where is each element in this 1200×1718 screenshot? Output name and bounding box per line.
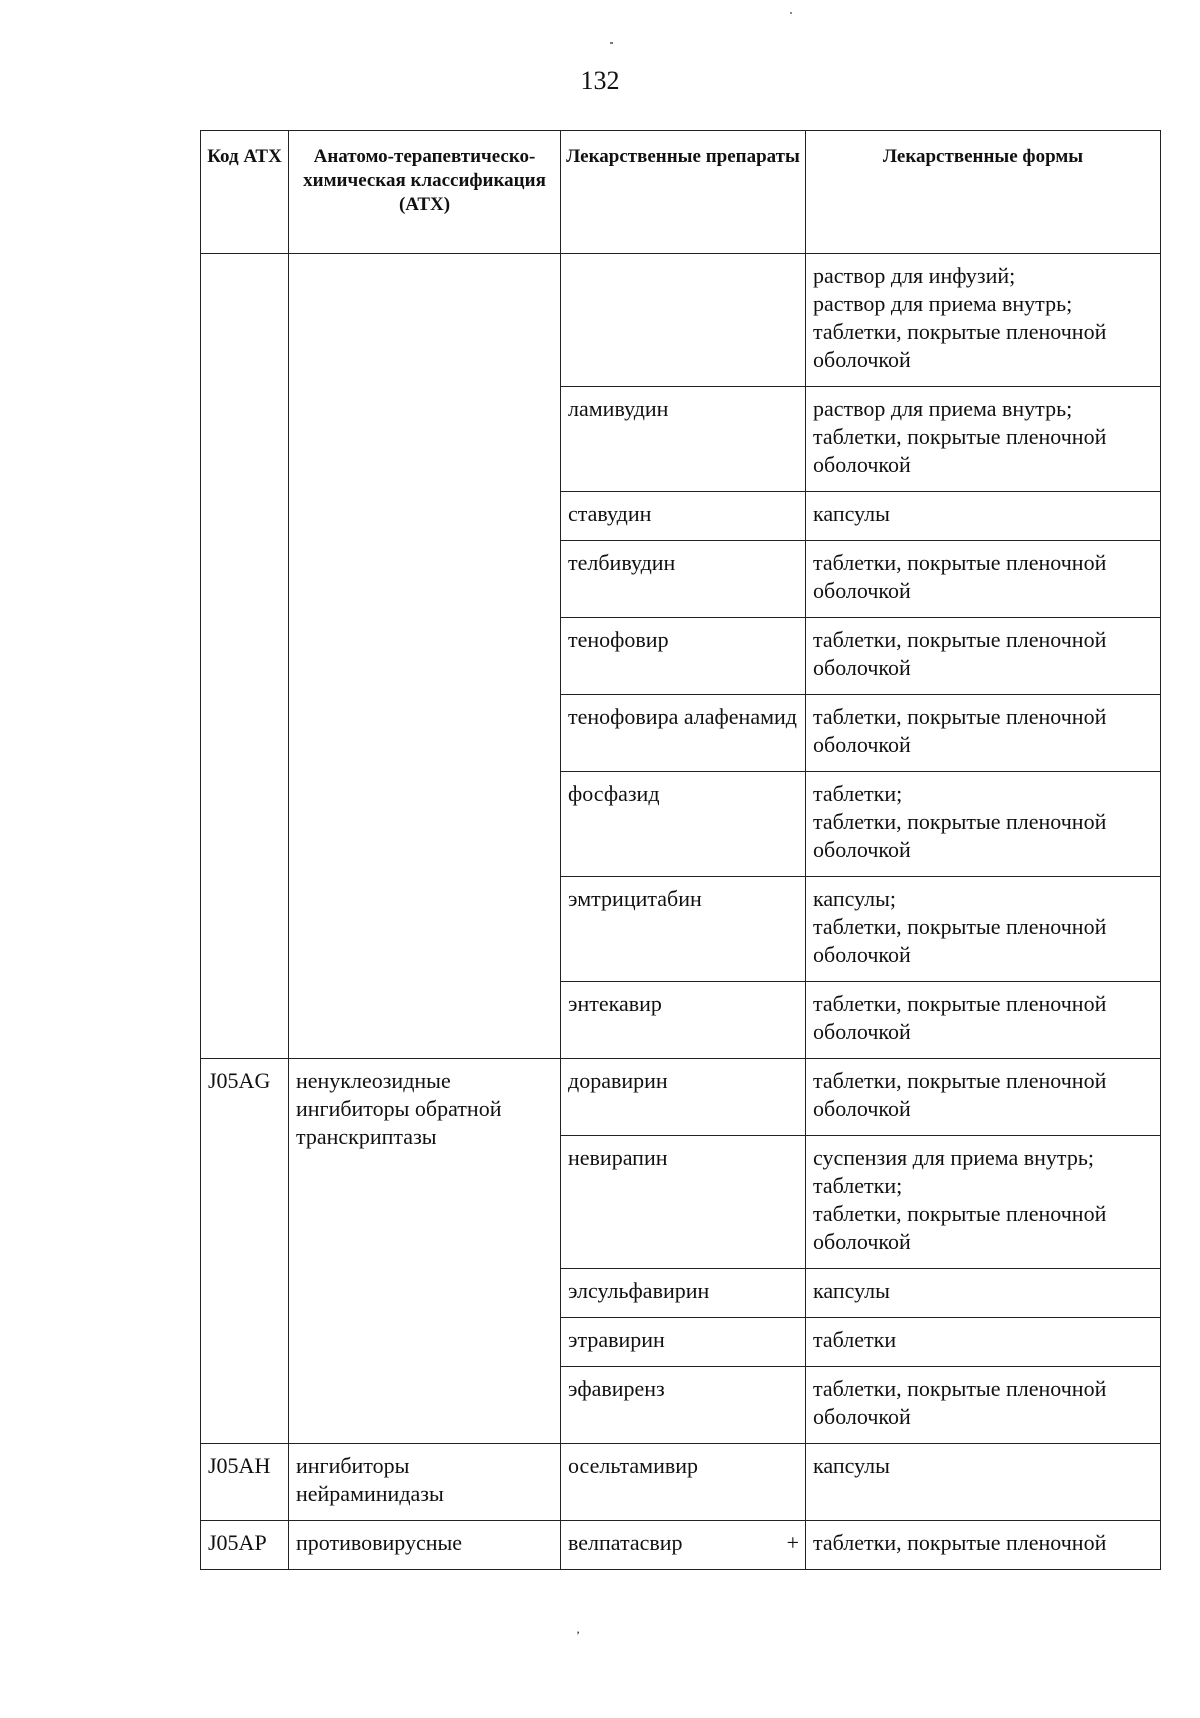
drug-name: доравирин xyxy=(568,1068,668,1093)
table-header-row xyxy=(201,131,1161,254)
dosage-form: таблетки; xyxy=(813,781,903,806)
dosage-forms-cell xyxy=(806,1269,1161,1318)
header-classification: Анатомо-терапевтическо-химическая классификация (АТХ) xyxy=(289,131,561,254)
drug-cell xyxy=(561,695,806,772)
header-code: Код АТХ xyxy=(201,131,289,254)
page-number: 132 xyxy=(580,66,620,95)
dosage-form: таблетки, покрытые пленочной оболочкой xyxy=(813,1068,1107,1121)
dosage-form: таблетки, покрытые пленочной оболочкой xyxy=(813,627,1107,680)
drug-cell xyxy=(561,1059,806,1136)
drug-name: тенофовира алафенамид xyxy=(568,704,797,729)
atx-classification-cell xyxy=(289,254,561,1059)
drug-name: элсульфавирин xyxy=(568,1278,710,1303)
drug-name: энтекавир xyxy=(568,991,662,1016)
drug-cell xyxy=(561,982,806,1059)
scan-mark: ’ xyxy=(576,1628,580,1642)
dosage-form: таблетки; xyxy=(813,1173,903,1198)
dosage-forms-cell xyxy=(806,1136,1161,1269)
dosage-forms-cell xyxy=(806,254,1161,387)
drug-name: телбивудин xyxy=(568,550,676,575)
atx-table xyxy=(200,130,1161,1570)
atx-code-cell: J05AH xyxy=(201,1444,289,1521)
table-body xyxy=(201,254,1161,1570)
drug-cell xyxy=(561,254,806,387)
atx-classification-cell: ингибиторы нейраминидазы xyxy=(289,1444,561,1521)
scan-artifact xyxy=(610,42,613,44)
drug-name: этравирин xyxy=(568,1327,665,1352)
dosage-form: капсулы xyxy=(813,1278,890,1303)
dosage-forms-cell xyxy=(806,618,1161,695)
drug-name: велпатасвир xyxy=(568,1530,683,1555)
drug-name: эфавиренз xyxy=(568,1376,665,1401)
dosage-form: таблетки, покрытые пленочной оболочкой xyxy=(813,809,1107,862)
drug-cell xyxy=(561,387,806,492)
drug-cell xyxy=(561,1136,806,1269)
atx-code-cell: J05AG xyxy=(201,1059,289,1444)
dosage-form: капсулы; xyxy=(813,886,896,911)
dosage-form: капсулы xyxy=(813,1453,890,1478)
atx-code-cell xyxy=(201,254,289,1059)
dosage-form: таблетки, покрытые пленочной оболочкой xyxy=(813,550,1107,603)
dosage-forms-cell xyxy=(806,695,1161,772)
dosage-forms-cell xyxy=(806,982,1161,1059)
drug-cell xyxy=(561,1318,806,1367)
dosage-form: таблетки, покрытые пленочной оболочкой xyxy=(813,914,1107,967)
drug-cell xyxy=(561,541,806,618)
dosage-form: капсулы xyxy=(813,501,890,526)
dosage-forms-cell xyxy=(806,1059,1161,1136)
dosage-forms-cell xyxy=(806,492,1161,541)
scan-artifact xyxy=(790,12,792,14)
drug-cell xyxy=(561,1367,806,1444)
drug-cell xyxy=(561,1269,806,1318)
atx-classification-cell: ненуклеозидные ингибиторы обратной транскриптазы xyxy=(289,1059,561,1444)
drug-name: эмтрицитабин xyxy=(568,886,702,911)
drug-cell xyxy=(561,1444,806,1521)
dosage-forms-cell xyxy=(806,877,1161,982)
drug-cell xyxy=(561,1521,806,1570)
dosage-form: таблетки, покрытые пленочной оболочкой xyxy=(813,319,1107,372)
dosage-form: таблетки xyxy=(813,1327,897,1352)
drug-name: ставудин xyxy=(568,501,652,526)
dosage-forms-cell xyxy=(806,1367,1161,1444)
dosage-form: раствор для приема внутрь; xyxy=(813,291,1073,316)
drug-name: тенофовир xyxy=(568,627,669,652)
dosage-form: раствор для инфузий; xyxy=(813,263,1016,288)
drug-cell xyxy=(561,877,806,982)
dosage-forms-cell xyxy=(806,541,1161,618)
table-row xyxy=(201,1521,1161,1570)
dosage-forms-cell xyxy=(806,772,1161,877)
drug-name: ламивудин xyxy=(568,396,669,421)
drug-name: осельтамивир xyxy=(568,1453,699,1478)
dosage-form: таблетки, покрытые пленочной оболочкой xyxy=(813,991,1107,1044)
dosage-form: таблетки, покрытые пленочной оболочкой xyxy=(813,704,1107,757)
drug-cell xyxy=(561,492,806,541)
table-row xyxy=(201,254,1161,387)
drug-marker: + xyxy=(786,1530,799,1555)
dosage-form: таблетки, покрытые пленочной xyxy=(813,1530,1107,1555)
dosage-forms-cell xyxy=(806,1444,1161,1521)
dosage-form: раствор для приема внутрь; xyxy=(813,396,1073,421)
dosage-form: таблетки, покрытые пленочной оболочкой xyxy=(813,424,1107,477)
drug-cell xyxy=(561,618,806,695)
atx-classification-cell: противовирусные xyxy=(289,1521,561,1570)
drug-cell xyxy=(561,772,806,877)
dosage-forms-cell xyxy=(806,1521,1161,1570)
dosage-form: таблетки, покрытые пленочной оболочкой xyxy=(813,1201,1107,1254)
dosage-form: таблетки, покрытые пленочной оболочкой xyxy=(813,1376,1107,1429)
dosage-forms-cell xyxy=(806,387,1161,492)
drug-name: фосфазид xyxy=(568,781,660,806)
table-row xyxy=(201,1059,1161,1136)
dosage-form: суспензия для приема внутрь; xyxy=(813,1145,1094,1170)
header-forms: Лекарственные формы xyxy=(806,131,1161,254)
atx-code-cell: J05AP xyxy=(201,1521,289,1570)
dosage-forms-cell xyxy=(806,1318,1161,1367)
table-row xyxy=(201,1444,1161,1521)
drug-name: невирапин xyxy=(568,1145,668,1170)
header-drugs: Лекарственные препараты xyxy=(561,131,806,254)
